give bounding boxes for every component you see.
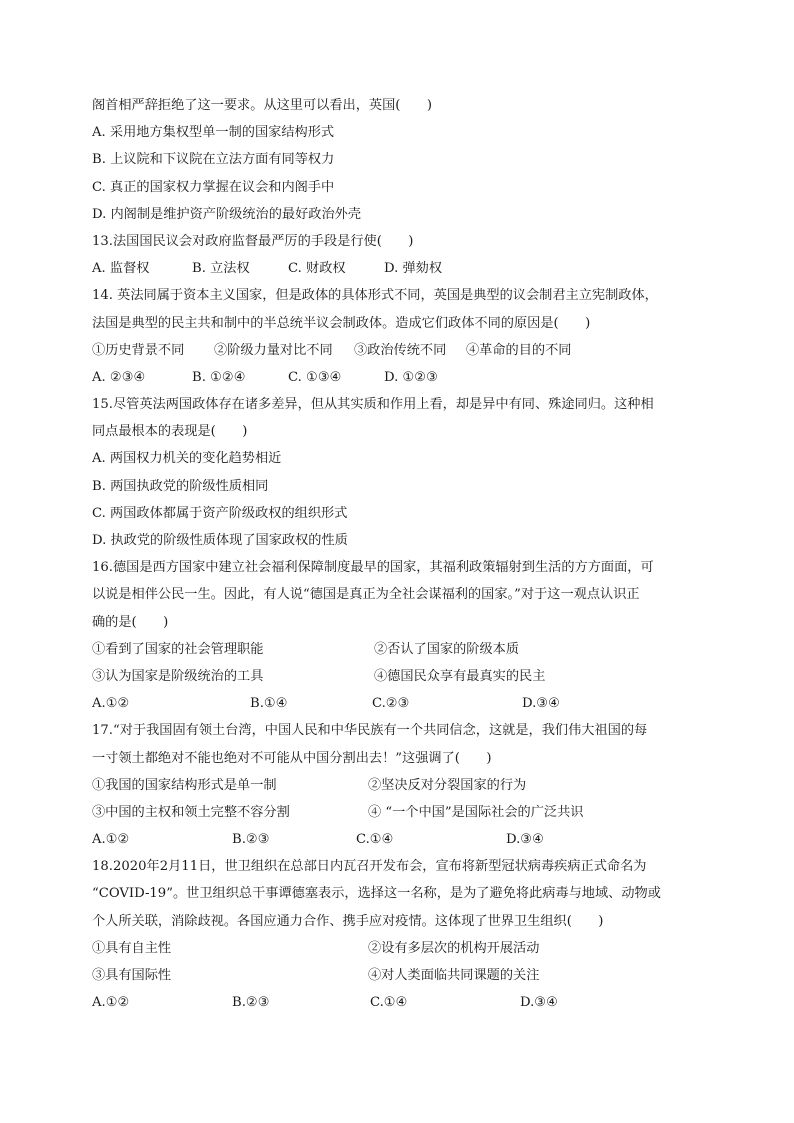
q16-option-c: C.②③ [372,696,410,712]
q14-statement-2: ②阶级力量对比不同 [214,342,333,358]
q13-option-b: B. 立法权 [192,261,250,277]
q18-stem-line-2: “COVID-19”。世卫组织总干事谭德塞表示，选择这一名称，是为了避免将此病毒与地域、动物或 [92,886,661,902]
q18-option-d: D.③④ [520,995,558,1011]
q16-option-b: B.①④ [250,696,288,712]
q16-statements-row-2 [92,663,706,690]
q14-option-a: A. ②③④ [92,369,146,385]
q17-option-b: B.②③ [232,832,270,848]
q16-option-d: D.③④ [522,696,560,712]
q18-statement-2: ②设有多层次的机构开展活动 [368,940,540,956]
q14-option-b: B. ①②④ [192,369,246,385]
q16-statement-4: ④德国民众享有最真实的民主 [374,668,546,684]
q17-stem-line-1: 17.“对于我国固有领土台湾，中国人民和中华民族有一个共同信念，这就是，我们伟大祖国的每 [92,723,648,739]
q17-stem-line-2: 一寸领土都绝对不能也绝对不可能从中国分割出去！”这强调了( ) [92,750,492,766]
q12-option-c: C. 真正的国家权力掌握在议会和内阁手中 [92,179,335,195]
q14-stem-line-2: 法国是典型的民主共和制中的半总统半议会制政体。造成它们政体不同的原因是( ) [92,315,591,331]
q15-option-b: B. 两国执政党的阶级性质相同 [92,478,269,494]
q14-statement-1: ①历史背景不同 [92,342,185,358]
q15-option-d: D. 执政党的阶级性质体现了国家政权的性质 [92,533,348,548]
q17-statement-2: ②坚决反对分裂国家的行为 [368,777,527,793]
q12-stem-tail: 阁首相严辞拒绝了这一要求。从这里可以看出，英国( ) [92,98,432,113]
q17-statements-row-1 [92,772,706,799]
q18-option-c: C.①④ [370,995,408,1011]
q18-option-a: A.①② [92,995,130,1011]
q12-option-a: A. 采用地方集权型单一制的国家结构形式 [92,125,335,141]
q18-statement-1: ①具有自主性 [92,940,172,956]
q18-options [92,989,706,1016]
q14-option-d: D. ①②③ [384,369,438,385]
q17-option-d: D.③④ [506,832,544,848]
q14-option-c: C. ①③④ [288,369,342,385]
q18-stem-line-1: 18.2020年2月11日，世卫组织在总部日内瓦召开发布会，宣布将新型冠状病毒疾病正式命名为 [92,859,647,875]
q17-statement-1: ①我国的国家结构形式是单一制 [92,777,277,793]
q16-stem-line-1: 16.德国是西方国家中建立社会福利保障制度最早的国家，其福利政策辐射到生活的方方面面，可 [92,560,654,576]
q15-stem-line-2: 同点最根本的表现是( ) [92,424,248,440]
q14-statements [92,337,706,364]
q16-stem-line-2: 以说是相伴公民一生。因此，有人说“德国是真正为全社会谋福利的国家。”对于这一观点认识正 [92,587,640,603]
q16-option-a: A.①② [92,696,130,712]
q12-option-d: D. 内阁制是维护资产阶级统治的最好政治外壳 [92,206,362,222]
q18-statement-4: ④对人类面临共同课题的关注 [368,968,540,983]
q16-statements-row-1 [92,636,706,663]
q17-statement-4: ④ “一个中国”是国际社会的广泛共识 [368,804,584,820]
q14-stem-line-1: 14. 英法同属于资本主义国家，但是政体的具体形式不同，英国是典型的议会制君主立宪制政体， [92,288,658,304]
q18-stem-line-3: 个人所关联，消除歧视。各国应通力合作、携手应对疫情。这体现了世界卫生组织( ) [92,913,604,929]
q16-statement-3: ③认为国家是阶级统治的工具 [92,668,264,684]
q16-statement-2: ②否认了国家的阶级本质 [374,641,520,657]
q18-statements-row-1 [92,935,706,962]
q16-options [92,690,706,717]
q18-option-b: B.②③ [232,995,270,1011]
q14-statement-3: ③政治传统不同 [354,342,447,358]
q15-option-a: A. 两国权力机关的变化趋势相近 [92,451,282,467]
q14-statement-4: ④革命的目的不同 [466,342,572,358]
q13-option-c: C. 财政权 [288,261,346,277]
q13-stem: 13.法国国民议会对政府监督最严厉的手段是行使( ) [92,233,414,249]
q14-options [92,364,706,391]
q12-option-b: B. 上议院和下议院在立法方面有同等权力 [92,152,335,168]
q18-statement-3: ③具有国际性 [92,968,172,983]
exam-page [92,92,706,1016]
q17-option-a: A.①② [92,832,130,848]
q17-options [92,826,706,853]
q13-option-d: D. 弹劾权 [384,261,443,277]
q17-option-c: C.①④ [356,832,394,848]
q15-option-c: C. 两国政体都属于资产阶级政权的组织形式 [92,505,348,521]
q15-stem-line-1: 15.尽管英法两国政体存在诸多差异，但从其实质和作用上看，却是异中有同、殊途同归。这种相 [92,397,654,413]
q17-statements-row-2 [92,799,706,826]
q17-statement-3: ③中国的主权和领土完整不容分割 [92,804,290,820]
q13-options [92,255,706,282]
q16-stem-line-3: 确的是( ) [92,614,169,630]
q18-statements-row-2 [92,962,706,989]
q13-option-a: A. 监督权 [92,261,150,277]
q16-statement-1: ①看到了国家的社会管理职能 [92,641,264,657]
